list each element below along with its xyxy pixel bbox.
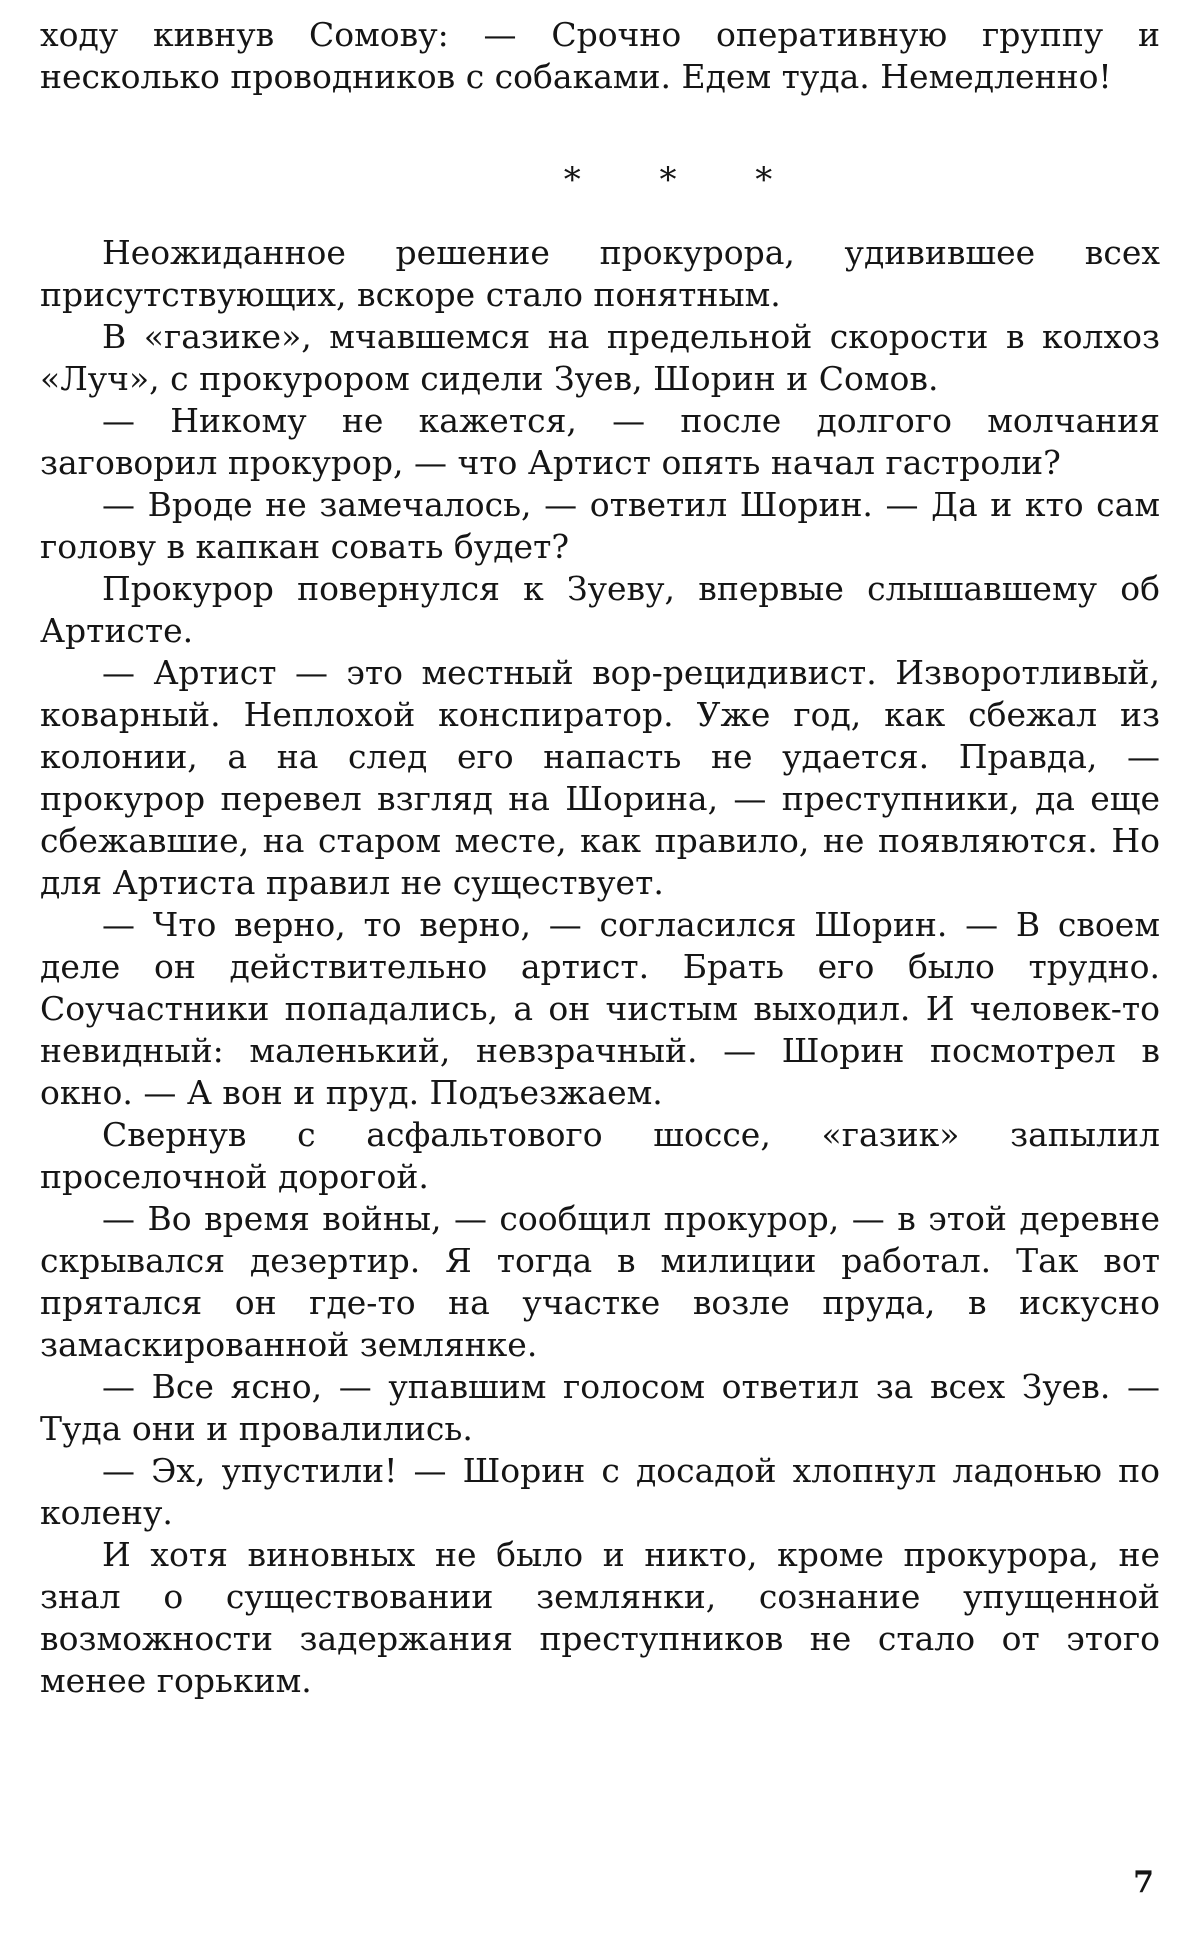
- paragraph-11: — Эх, упустили! — Шорин с досадой хлопнул ладонью по колену.: [40, 1451, 1160, 1532]
- page-number: 7: [1133, 1865, 1154, 1900]
- paragraph-1: Неожиданное решение прокурора, удивившее всех присутствующих, вскоре стало понятным.: [40, 233, 1160, 314]
- paragraph-12: И хотя виновных не было и никто, кроме прокурора, не знал о существовании землянки, сознание упущенной возможности задержания преступников не стало от этого менее горьким.: [40, 1535, 1160, 1700]
- paragraph-7: — Что верно, то верно, — согласился Шорин. — В своем деле он действительно артист. Брать его было трудно. Соучастники попадались, а он чистым выходил. И человек-то невидный: маленький, невзрачный. — Шорин посмотрел в окно. — А вон и пруд. Подъезжаем.: [40, 905, 1160, 1112]
- paragraph-8: Свернув с асфальтового шоссе, «газик» запылил проселочной дорогой.: [40, 1115, 1160, 1196]
- section-separator: * * *: [563, 160, 807, 200]
- paragraph-5: Прокурор повернулся к Зуеву, впервые слышавшему об Артисте.: [40, 569, 1160, 650]
- paragraph-10: — Все ясно, — упавшим голосом ответил за всех Зуев. — Туда они и провалились.: [40, 1367, 1160, 1448]
- paragraph-6: — Артист — это местный вор-рецидивист. Изворотливый, коварный. Неплохой конспиратор. Уже год, как сбежал из колонии, а на след его напасть не удается. Правда, — прокурор перевел взгляд на Шорина, — преступники, да еще сбежавшие, на старом месте, как правило, не появляются. Но для Артиста правил не существует.: [40, 653, 1160, 902]
- book-page: [40, 14, 1160, 1702]
- paragraph-2: В «газике», мчавшемся на предельной скорости в колхоз «Луч», с прокурором сидели Зуев, Шорин и Сомов.: [40, 317, 1160, 398]
- paragraph-9: — Во время войны, — сообщил прокурор, — в этой деревне скрывался дезертир. Я тогда в милиции работал. Так вот прятался он где-то на участке возле пруда, в искусно замаскированной землянке.: [40, 1199, 1160, 1364]
- paragraph-4: — Вроде не замечалось, — ответил Шорин. — Да и кто сам голову в капкан совать будет?: [40, 485, 1160, 566]
- continuation-paragraph: ходу кивнув Сомову: — Срочно оперативную группу и несколько проводников с собаками. Едем туда. Немедленно!: [40, 15, 1160, 96]
- paragraph-3: — Никому не кажется, — после долгого молчания заговорил прокурор, — что Артист опять начал гастроли?: [40, 401, 1160, 482]
